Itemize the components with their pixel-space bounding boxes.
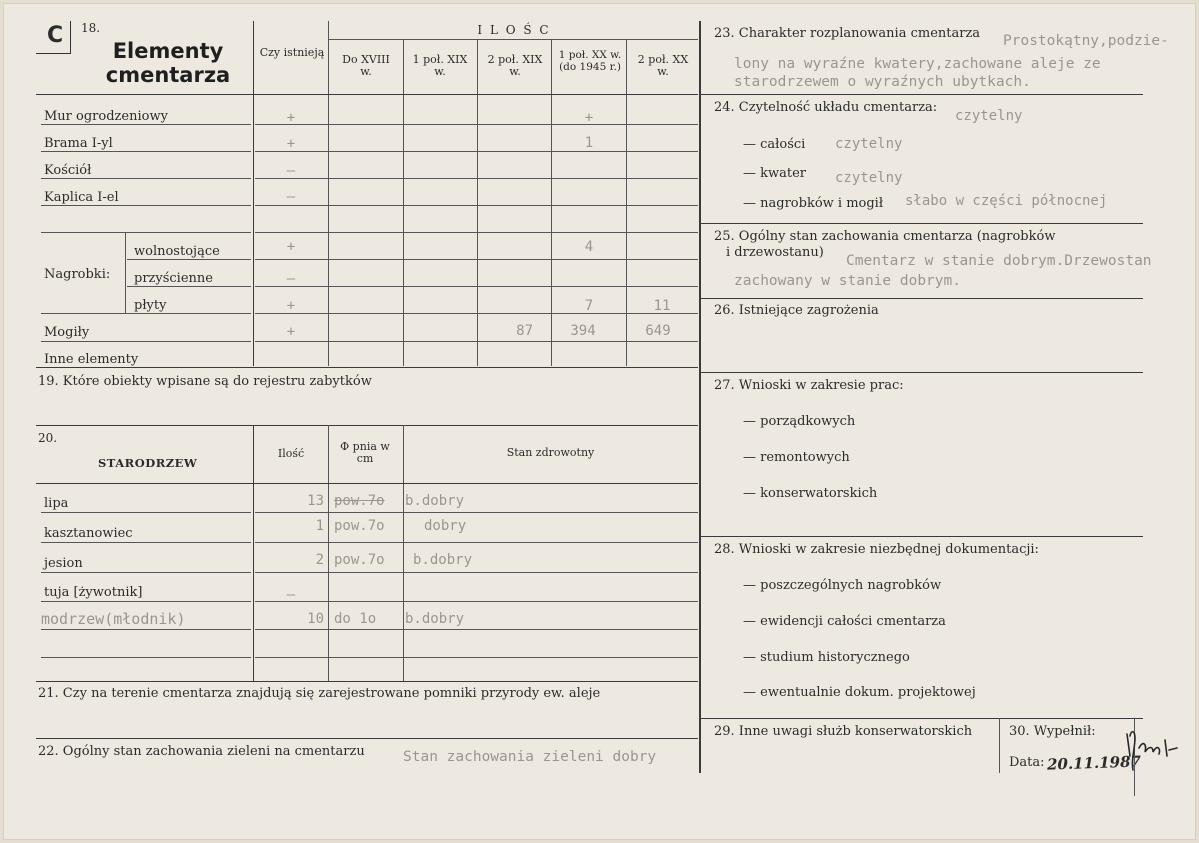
tree-name-3: jesion bbox=[44, 556, 83, 571]
tree-name-2: kasztanowiec bbox=[44, 526, 133, 541]
period-col-1: Do XVIII w. bbox=[342, 53, 390, 78]
section-25-value-2: zachowany w stanie dobrym. bbox=[734, 273, 961, 289]
section-21-label: 21. Czy na terenie cmentarza znajdują się zarejestrowane pomniki przyrody ew. aleje bbox=[38, 686, 601, 701]
section-24-value: czytelny bbox=[955, 108, 1023, 124]
section-25-value-1: Cmentarz w stanie dobrym.Drzewostan bbox=[846, 253, 1152, 269]
period-col-2: 1 poł. XIX w. bbox=[412, 53, 468, 78]
row-label-slabs: płyty bbox=[134, 298, 167, 313]
works-repair: — remontowych bbox=[743, 450, 850, 465]
tree-exists-4: – bbox=[286, 587, 296, 603]
tree-health-5: b.dobry bbox=[405, 611, 465, 627]
legibility-whole-value: czytelny bbox=[835, 136, 903, 152]
works-cleanup: — porządkowych bbox=[743, 414, 856, 429]
tree-diam-5: do 1o bbox=[334, 611, 377, 627]
church-exists: – bbox=[286, 163, 296, 179]
section-20-number: 20. bbox=[38, 431, 58, 445]
wall-exists: + bbox=[286, 110, 296, 126]
slabs-p5: 11 bbox=[653, 298, 671, 314]
row-label-chapel: Kaplica I-el bbox=[44, 190, 119, 205]
tree-health-3: b.dobry bbox=[413, 552, 473, 568]
legibility-graves-value: słabo w części północnej bbox=[905, 193, 1108, 209]
tree-diam-2: pow.7o bbox=[334, 518, 385, 534]
slabs-exists: + bbox=[286, 298, 296, 314]
period-col-4: 1 poł. XX w. (do 1945 r.) bbox=[558, 49, 622, 73]
section-23-value-3: starodrzewem o wyraźnych ubytkach. bbox=[734, 74, 1031, 90]
tree-qty-1: 13 bbox=[307, 493, 324, 509]
row-label-wall: Mur ogrodzeniowy bbox=[44, 109, 168, 124]
row-label-gate: Brama I-yl bbox=[44, 136, 113, 151]
gate-p4: 1 bbox=[584, 135, 594, 151]
period-col-3: 2 poł. XIX w. bbox=[487, 53, 543, 78]
tree-qty-5: 10 bbox=[307, 611, 324, 627]
row-label-wall-mounted: przyścienne bbox=[134, 271, 213, 286]
tree-name-1: lipa bbox=[44, 496, 69, 511]
graves-p3: 87 bbox=[516, 323, 533, 339]
section-18-number: 18. bbox=[81, 21, 101, 35]
doc-cemetery-records: — ewidencji całości cmentarza bbox=[743, 614, 946, 629]
tree-qty-2: 1 bbox=[315, 518, 324, 534]
row-label-nagrobki: Nagrobki: bbox=[44, 267, 111, 282]
section-24-label: 24. Czytelność układu cmentarza: bbox=[714, 100, 938, 115]
gate-exists: + bbox=[286, 136, 296, 152]
section-23-value-1: Prostokątny,podzie- bbox=[1003, 33, 1169, 49]
row-label-freestanding: wolnostojące bbox=[134, 244, 220, 259]
graves-p4: 394 bbox=[570, 323, 596, 339]
doc-project: — ewentualnie dokum. projektowej bbox=[743, 685, 976, 700]
legibility-whole-label: — całości bbox=[743, 137, 806, 152]
section-29-label: 29. Inne uwagi służb konserwatorskich bbox=[714, 724, 973, 739]
freestanding-p4: 4 bbox=[584, 239, 594, 255]
graves-exists: + bbox=[286, 324, 296, 340]
section-23-value-2: lony na wyraźne kwatery,zachowane aleje ze bbox=[734, 56, 1101, 72]
section-27-label: 27. Wnioski w zakresie prac: bbox=[714, 378, 904, 393]
date-value: 20.11.1987 bbox=[1046, 752, 1142, 774]
section-22-value: Stan zachowania zieleni dobry bbox=[403, 749, 657, 765]
works-conservation: — konserwatorskich bbox=[743, 486, 878, 501]
col-health: Stan zdrowotny bbox=[506, 446, 595, 459]
section-30-label: 30. Wypełnił: bbox=[1009, 724, 1096, 739]
tree-diam-1: pow.7o bbox=[334, 493, 385, 509]
legibility-quarters-label: — kwater bbox=[743, 166, 807, 181]
chapel-exists: – bbox=[286, 189, 296, 205]
row-label-church: Kościół bbox=[44, 163, 92, 178]
section-25-label-1: 25. Ogólny stan zachowania cmentarza (nagrobków bbox=[714, 229, 1056, 244]
legibility-quarters-value: czytelny bbox=[835, 170, 903, 186]
exists-col-header: Czy istnieją bbox=[259, 46, 325, 59]
signature bbox=[1121, 726, 1185, 776]
quantity-header: I L O Ś C bbox=[477, 23, 551, 37]
doc-individual-graves: — poszczególnych nagrobków bbox=[743, 578, 942, 593]
form-code: C bbox=[47, 23, 64, 48]
tree-name-5: modrzew(młodnik) bbox=[41, 610, 186, 628]
section-22-label: 22. Ogólny stan zachowania zieleni na cmentarzu bbox=[38, 744, 365, 759]
period-col-5: 2 poł. XX w. bbox=[637, 53, 689, 78]
wall-mounted-exists: – bbox=[286, 271, 296, 287]
inventory-card bbox=[3, 3, 1196, 840]
section-19-label: 19. Które obiekty wpisane są do rejestru zabytków bbox=[38, 374, 372, 389]
tree-health-1: b.dobry bbox=[405, 493, 465, 509]
wall-p4: + bbox=[584, 110, 594, 126]
starodrzew-title: STARODRZEW bbox=[98, 456, 198, 470]
section-18-title: Elementy cmentarza bbox=[105, 39, 231, 87]
section-23-label: 23. Charakter rozplanowania cmentarza bbox=[714, 26, 981, 41]
tree-name-4: tuja [żywotnik] bbox=[44, 585, 143, 600]
row-label-other: Inne elementy bbox=[44, 352, 139, 367]
col-diameter: Φ pnia w cm bbox=[340, 440, 390, 465]
section-26-label: 26. Istniejące zagrożenia bbox=[714, 303, 879, 318]
doc-historical-study: — studium historycznego bbox=[743, 650, 910, 665]
tree-qty-3: 2 bbox=[315, 552, 324, 568]
slabs-p4: 7 bbox=[584, 298, 594, 314]
freestanding-exists: + bbox=[286, 239, 296, 255]
date-label: Data: bbox=[1009, 755, 1045, 770]
section-28-label: 28. Wnioski w zakresie niezbędnej dokumentacji: bbox=[714, 542, 1039, 557]
legibility-graves-label: — nagrobków i mogił bbox=[743, 196, 884, 211]
graves-p5: 649 bbox=[645, 323, 671, 339]
col-quantity: Ilość bbox=[277, 447, 305, 460]
section-25-label-2: i drzewostanu) bbox=[726, 245, 824, 260]
row-label-graves: Mogiły bbox=[44, 325, 90, 340]
tree-diam-3: pow.7o bbox=[334, 552, 385, 568]
tree-health-2: dobry bbox=[424, 518, 467, 534]
